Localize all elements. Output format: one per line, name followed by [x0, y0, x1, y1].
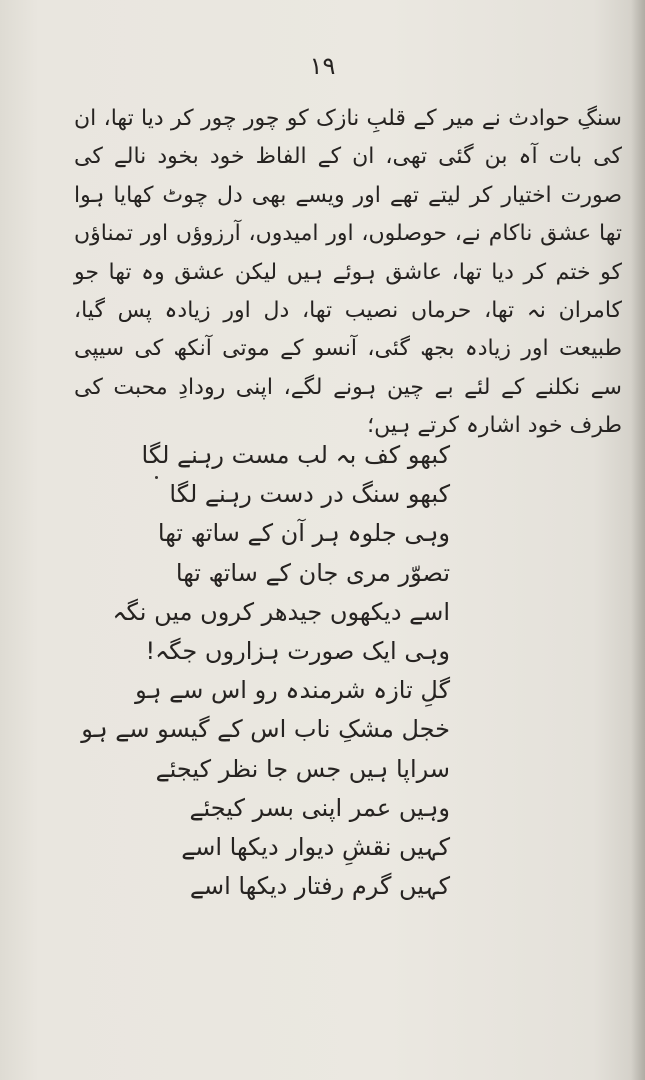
verse-block	[81, 436, 450, 906]
paragraph-text: سنگِ حوادث نے میر کے قلبِ نازک کو چور چور کر دیا تھا، ان کی بات آہ بن گئی تھی، ان کے الفاظ خود بخود نالے کی صورت اختیار کر لیتے تھے اور ویسے بھی دل چوٹ کھایا ہوا تھا عشق ناکام نے، حوصلوں، اور امیدوں، آرزوؤں اور تمناؤں کو ختم کر دیا تھا، عاشق ہوئے ہیں لیکن عشق وہ تھا جو کامران نہ تھا، حرماں نصیب تھا، دل اور زیادہ پس گیا، طبیعت اور زیادہ بجھ گئی، آنسو کے موتی آنکھ کی سیپی سے نکلنے کے لئے بے چین ہونے لگے، اپنی رودادِ محبت کی طرف خود اشارہ کرتے ہیں؛	[74, 106, 622, 439]
verse-line: خجل مشکِ ناب اس کے گیسو سے ہو	[81, 715, 450, 744]
verse-line: گلِ تازہ شرمندہ رو اس سے ہو	[135, 676, 450, 705]
verse-line: کبھو کف بہ لب مست رہنے لگا	[141, 441, 450, 469]
verse-line: کبھو سنگ در دست رہنے لگا	[169, 480, 450, 509]
verse-line: وہی ایک صورت ہزاروں جگہ!	[145, 637, 450, 666]
verse-line: وہیں عمر اپنی بسر کیجئے	[189, 793, 450, 822]
verse-line: تصوّر مری جان کے ساتھ تھا	[175, 558, 450, 587]
page-edge-shadow	[631, 0, 645, 1080]
verse-line: اسے دیکھوں جیدھر کروں میں نگہ	[112, 597, 450, 626]
ink-speck	[155, 476, 158, 479]
verse-line: وہی جلوہ ہر آن کے ساتھ تھا	[157, 519, 450, 548]
verse-line: کہیں گرم رفتار دیکھا اسے	[189, 872, 450, 901]
verse-line: کہیں نقشِ دیوار دیکھا اسے	[181, 833, 450, 862]
page-number: ۱۹	[309, 52, 336, 80]
verse-line: سراپا ہیں جس جا نظر کیجئے	[155, 754, 450, 783]
prose-paragraph	[74, 100, 622, 446]
